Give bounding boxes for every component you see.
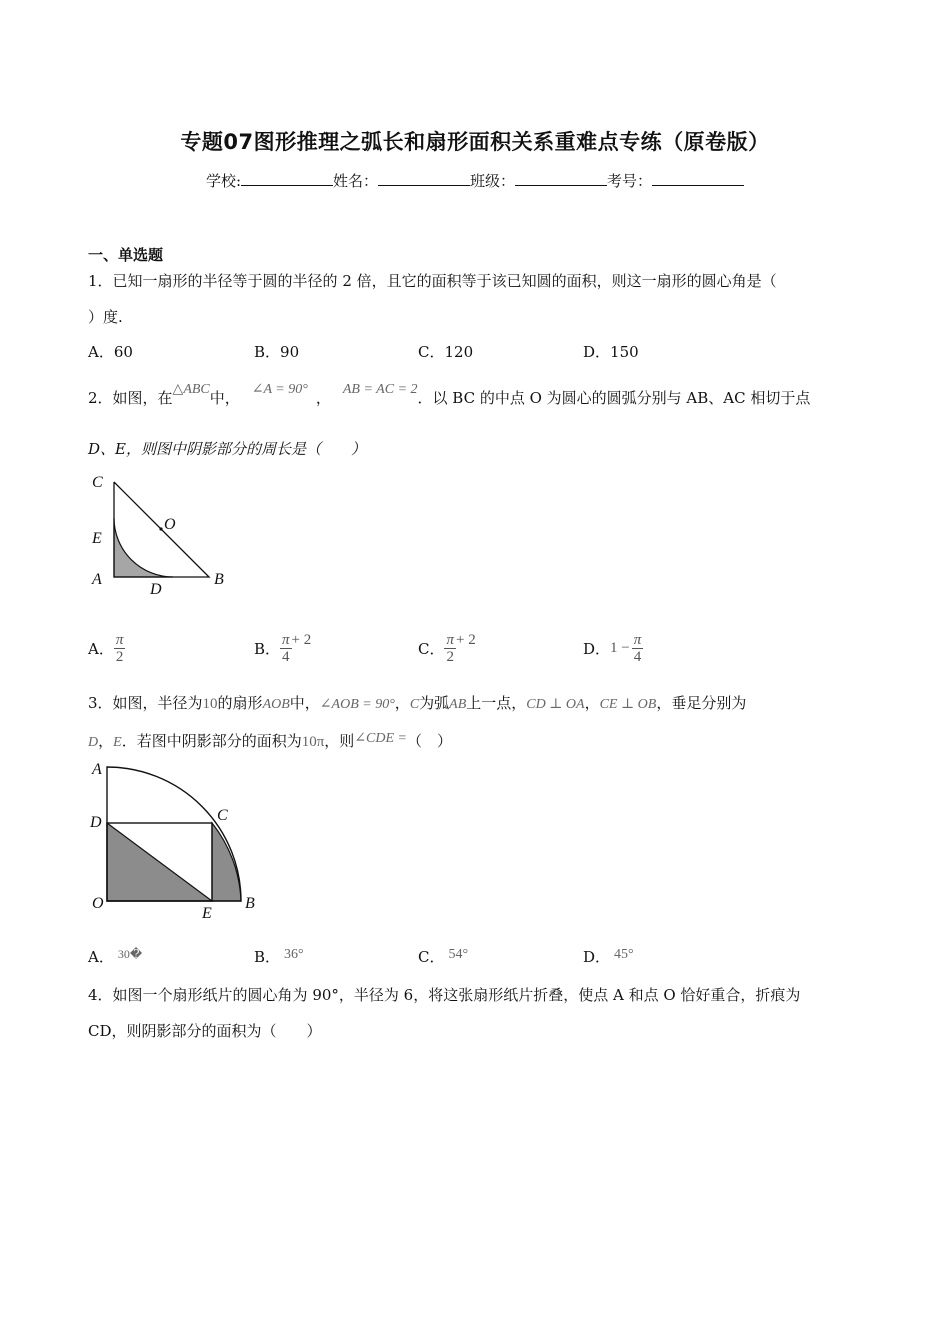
student-info-line <box>0 170 950 191</box>
name-label: 姓名： <box>333 172 379 190</box>
q2-figure <box>88 468 248 598</box>
q1-option-c: C．120 <box>418 343 474 361</box>
q3-line2: D，E．若图中阴影部分的面积为10π，则∠CDE =（ ） <box>88 731 453 750</box>
q3-option-c: C． 54° <box>418 947 469 966</box>
q3-label-b: B <box>245 895 255 912</box>
q3-label-c: C <box>217 807 228 824</box>
q1-option-a: A．60 <box>88 343 133 361</box>
q2-option-b: B． $\frac{\pi}{4}$ + 2 <box>254 632 312 665</box>
section-title: 一、单选题 <box>88 246 164 264</box>
q2-label-c: C <box>92 474 103 491</box>
page-title: 专题07图形推理之弧长和扇形面积关系重难点专练（原卷版） <box>180 130 770 154</box>
q3-line1: 3．如图，半径为10的扇形AOB中，∠AOB = 90°，C为弧AB上一点，CD ⊥ OA，CE ⊥ OB，垂足分别为 <box>88 694 747 712</box>
name-blank <box>378 171 470 186</box>
class-blank <box>515 171 607 186</box>
q4-line1: 4．如图一个扇形纸片的圆心角为 90°，半径为 6，将这张扇形纸片折叠，使点 A 和点 O 恰好重合，折痕为 <box>88 986 801 1004</box>
q2-option-d: D．1 − $\frac{\pi}{4}$ <box>583 632 642 665</box>
q2-line1: 2．如图，在△ABC中， ∠A = 90° ， AB = AC = 2．以 BC 的中点 O 为圆心的圆弧分别与 AB、AC 相切于点 <box>88 382 811 407</box>
exam-no-blank <box>652 171 744 186</box>
q1-line2: ）度. <box>88 308 123 326</box>
q3-shaded-triangle <box>107 823 212 901</box>
q2-point-o <box>159 527 162 530</box>
q2-label-a: A <box>92 571 102 588</box>
q3-label-a: A <box>92 761 102 778</box>
q2-label-o: O <box>164 516 176 533</box>
q2-option-c: C． $\frac{\pi}{2}$ + 2 <box>418 632 476 665</box>
school-label: 学校: <box>205 172 241 190</box>
q3-option-a: A． $^{30�}$ <box>88 947 143 966</box>
q2-label-e: E <box>92 530 102 547</box>
q2-label-d: D <box>150 581 162 598</box>
q3-option-d: D． 45° <box>583 947 634 966</box>
q3-option-b: B． 36° <box>254 947 304 966</box>
q4-line2: CD，则阴影部分的面积为（ ） <box>88 1022 322 1040</box>
class-label: 班级： <box>470 172 516 190</box>
q3-figure <box>88 758 268 928</box>
q3-label-d: D <box>90 814 102 831</box>
q2-line2: D、E，则图中阴影部分的周长是（ ） <box>88 440 366 458</box>
q3-label-o: O <box>92 895 104 912</box>
q1-option-d: D．150 <box>583 343 639 361</box>
exam-no-label: 考号： <box>607 172 653 190</box>
q1-option-b: B．90 <box>254 343 300 361</box>
q3-label-e: E <box>202 905 212 922</box>
q1-line1: 1．已知一扇形的半径等于圆的半径的 2 倍，且它的面积等于该已知圆的面积，则这一扇形的圆心角是（ <box>88 272 777 290</box>
q2-option-a: A． $\frac{\pi}{2}$ <box>88 632 124 665</box>
q3-shaded-segment <box>212 823 241 901</box>
q2-label-b: B <box>214 571 224 588</box>
school-blank <box>241 171 333 186</box>
